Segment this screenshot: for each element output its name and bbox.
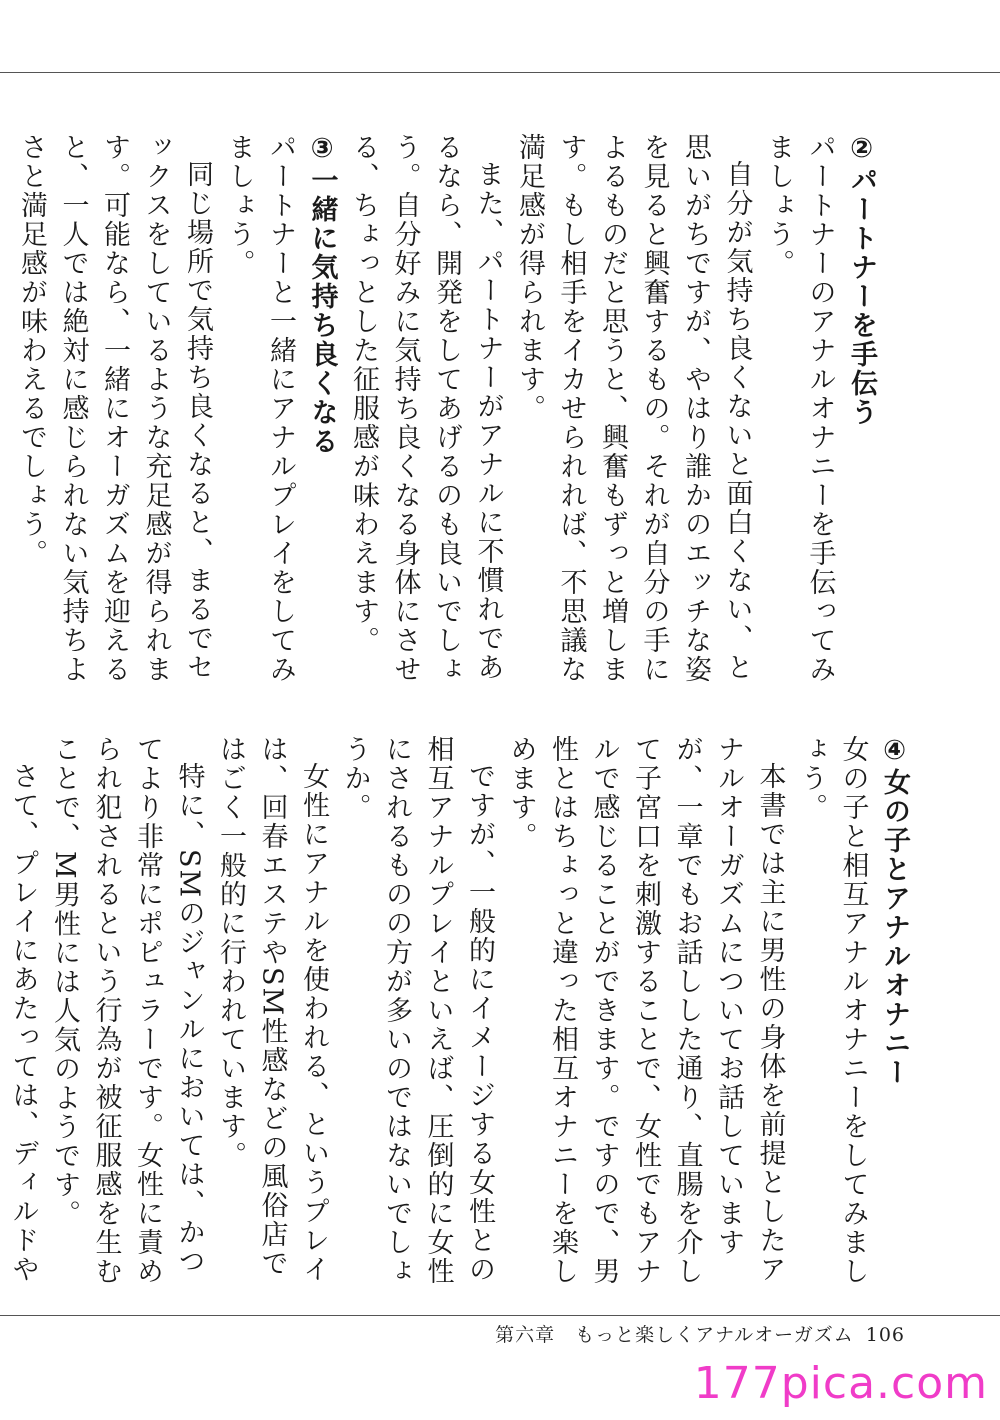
bottom-rule [0, 1315, 1000, 1316]
paragraph: 女性にアナルを使われる、というプレイは、回春エステやSM性感などの風俗店ではごく一般的に行われています。 [215, 735, 329, 1284]
paragraph: パートナーのアナルオナニーを手伝ってみましょう。 [763, 133, 836, 684]
paragraph: 本書では主に男性の身体を前提としたアナルオーガズムについてお話していますが、一章でもお話しした通り、直腸を介して子宮口を刺激することで、女性でもアナルで感じることができます。ですので、男性とはちょっと違った相互オナニーを楽しめます。 [505, 735, 786, 1286]
chapter-title: 第六章 もっと楽しくアナルオーガズム [495, 1324, 854, 1346]
paragraph: ですが、一般的にイメージする女性との相互アナルプレイといえば、圧倒的に女性にされるものの方が多いのではないでしょうか。 [339, 735, 495, 1286]
paragraph: 特に、SMのジャンルにおいては、かつてより非常にポピュラーです。女性に責められ犯されるという行為が被征服感を生むことで、M男性には人気のようです。 [49, 735, 205, 1286]
paragraph: さて、プレイにあたっては、ディルドや [7, 762, 39, 1284]
paragraph: 女の子と相互アナルオナニーをしてみましょう。 [796, 735, 869, 1286]
upper-text-block [16, 133, 882, 688]
page-footer [483, 1320, 905, 1347]
section-heading-4: ④女の子とアナルオナニー [879, 735, 910, 1087]
site-watermark: 177pica.com [693, 1358, 988, 1409]
paragraph: また、パートナーがアナルに不慣れであるなら、開発をしてあげるのも良いでしょう。自分好みに気持ち良くなる身体にさせる、ちょっとした征服感が味わえます。 [348, 133, 504, 684]
page-number: 106 [865, 1324, 905, 1346]
section-heading-3: ③一緒に気持ち良くなる [306, 133, 338, 456]
paragraph: 同じ場所で気持ち良くなると、まるでセックスをしているような充足感が得られます。可能なら、一緒にオーガズムを迎えると、一人では絶対に感じられない気持ちよさと満足感が味わえるでしょう。 [16, 133, 213, 684]
top-rule [0, 72, 1000, 73]
section-heading-2: ②パートナーを手伝う [846, 133, 877, 427]
paragraph: パートナーと一緒にアナルプレイをしてみましょう。 [223, 133, 296, 684]
paragraph: 自分が気持ち良くないと面白くない、と思いがちですが、やはり誰かのエッチな姿を見ると興奮するもの。それが自分の手によるものだと思うと、興奮もずっと増します。もし相手をイカせられれば、不思議な満足感が得られます。 [514, 133, 753, 684]
lower-text-block [7, 735, 915, 1290]
